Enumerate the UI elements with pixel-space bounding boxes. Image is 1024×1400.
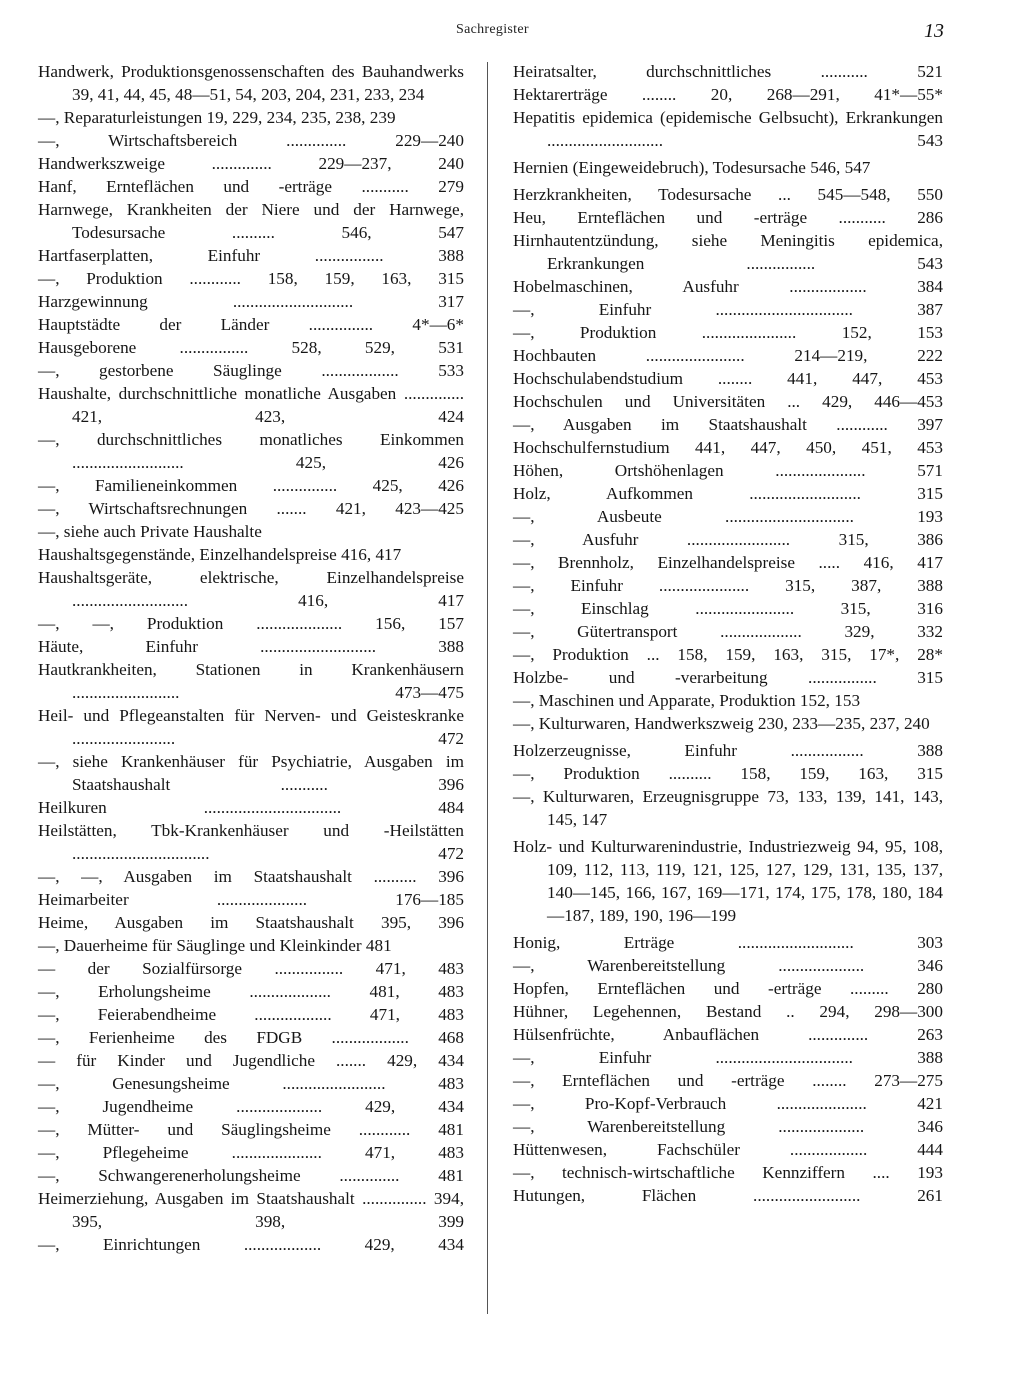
index-entry: Heiratsalter, durchschnittliches ........... 521 (513, 62, 943, 81)
index-entry: —, —, Ausgaben im Staatshaushalt .......... 396 (38, 867, 464, 886)
column-divider (487, 62, 488, 1314)
index-entry: —, Erholungsheime ................... 481, 483 (38, 982, 464, 1001)
index-entry: —, Pro-Kopf-Verbrauch ..................... 421 (513, 1094, 943, 1113)
index-entry: —, Warenbereitstellung .................... 346 (513, 956, 943, 975)
index-entry: —, —, Produktion .................... 156, 157 (38, 614, 464, 633)
index-entry: Hausgeborene ................ 528, 529, 531 (38, 338, 464, 357)
index-entry: Hülsenfrüchte, Anbauflächen .............. 263 (513, 1025, 943, 1044)
index-entry: Haushaltsgegenstände, Einzelhandelspreise 416, 417 (38, 545, 402, 564)
index-entry: Hautkrankheiten, Stationen in Krankenhäusern ......................... 473—475 (38, 660, 464, 702)
index-entry: —, Einfuhr ................................ 387 (513, 300, 943, 319)
index-entry: —, Pflegeheime ..................... 471, 483 (38, 1143, 464, 1162)
index-entry: Handwerkszweige .............. 229—237, 240 (38, 154, 464, 173)
index-entry: Herzkrankheiten, Todesursache ... 545—548, 550 (513, 185, 943, 204)
index-entry: —, Einrichtungen .................. 429, 434 (38, 1235, 464, 1254)
index-entry: Hutungen, Flächen ......................... 261 (513, 1186, 943, 1205)
index-entry: — der Sozialfürsorge ................ 471, 483 (38, 959, 464, 978)
index-entry: —, Produktion .......... 158, 159, 163, 315 (513, 764, 943, 783)
index-entry: Heilkuren ................................ 484 (38, 798, 464, 817)
index-entry: Hartfaserplatten, Einfuhr ................ 388 (38, 246, 464, 265)
index-entry: —, Produktion ... 158, 159, 163, 315, 17*, 28* (513, 645, 943, 664)
index-entry: —, Ferienheime des FDGB .................. 468 (38, 1028, 464, 1047)
index-entry: Hüttenwesen, Fachschüler .................. 444 (513, 1140, 943, 1159)
page-header (0, 20, 1024, 44)
index-entry: Harzgewinnung ............................ 317 (38, 292, 464, 311)
index-entry: Hopfen, Ernteflächen und -erträge ......... 280 (513, 979, 943, 998)
index-entry: —, gestorbene Säuglinge .................. 533 (38, 361, 464, 380)
index-column-left (38, 60, 464, 1256)
index-entry: Hauptstädte der Länder ............... 4*—6* (38, 315, 464, 334)
index-entry: Holz, Aufkommen .......................... 315 (513, 484, 943, 503)
index-entry: —, Gütertransport ................... 329, 332 (513, 622, 943, 641)
index-entry: —, Schwangerenerholungsheime .............. 481 (38, 1166, 464, 1185)
index-entry: Hochbauten ....................... 214—219, 222 (513, 346, 943, 365)
index-entry: —, Produktion ...................... 152, 153 (513, 323, 943, 342)
index-entry: Holz- und Kulturwarenindustrie, Industriezweig 94, 95, 108, 109, 112, 113, 119, 121, 125, 127, 129, 131, 135, 137, 140—145, 166, 167, 169—171, 174, 175, 178, 180, 184—187, 189, 190, 196—199 (513, 837, 943, 925)
index-entry: —, Einfuhr ................................ 388 (513, 1048, 943, 1067)
index-entry: —, technisch-wirtschaftliche Kennziffern .... 193 (513, 1163, 943, 1182)
index-column-right (513, 60, 943, 1207)
index-entry: Hektarerträge ........ 20, 268—291, 41*—55* (513, 85, 943, 104)
index-entry: —, Familieneinkommen ............... 425, 426 (38, 476, 464, 495)
index-entry: —, siehe Krankenhäuser für Psychiatrie, Ausgaben im Staatshaushalt ........... 396 (38, 752, 464, 794)
index-entry: Heu, Ernteflächen und -erträge ........... 286 (513, 208, 943, 227)
index-entry: Häute, Einfuhr ........................... 388 (38, 637, 464, 656)
index-entry: Harnwege, Krankheiten der Niere und der Harnwege, Todesursache .......... 546, 547 (38, 200, 464, 242)
index-entry: —, Maschinen und Apparate, Produktion 152, 153 (513, 691, 861, 710)
index-entry: Haushaltsgeräte, elektrische, Einzelhandelspreise ........................... 416, 417 (38, 568, 464, 610)
index-entry: Hirnhautentzündung, siehe Meningitis epidemica, Erkrankungen ................ 543 (513, 231, 943, 273)
index-entry: — für Kinder und Jugendliche ....... 429, 434 (38, 1051, 464, 1070)
index-entry: —, Einschlag ....................... 315, 316 (513, 599, 943, 618)
index-entry: —, Einfuhr ..................... 315, 387, 388 (513, 576, 943, 595)
index-entry: Hühner, Legehennen, Bestand .. 294, 298—300 (513, 1002, 943, 1021)
index-entry: Heime, Ausgaben im Staatshaushalt 395, 396 (38, 913, 464, 932)
index-entry: —, Ernteflächen und -erträge ........ 273—275 (513, 1071, 943, 1090)
index-entry: Heimarbeiter ..................... 176—185 (38, 890, 464, 909)
index-entry: —, Kulturwaren, Handwerkszweig 230, 233—235, 237, 240 (513, 714, 930, 733)
index-entry: Hochschulen und Universitäten ... 429, 446—453 (513, 392, 943, 411)
index-entry: Haushalte, durchschnittliche monatliche Ausgaben .............. 421, 423, 424 (38, 384, 464, 426)
index-entry: —, Jugendheime .................... 429, 434 (38, 1097, 464, 1116)
page-number: 13 (924, 20, 944, 42)
index-entry: —, Ausfuhr ........................ 315, 386 (513, 530, 943, 549)
running-title: Sachregister (456, 22, 529, 37)
index-entry: Hochschulfernstudium 441, 447, 450, 451, 453 (513, 438, 943, 457)
index-entry: —, Genesungsheime ........................ 483 (38, 1074, 464, 1093)
index-entry: —, Ausgaben im Staatshaushalt ............ 397 (513, 415, 943, 434)
index-entry: —, siehe auch Private Haushalte (38, 522, 262, 541)
index-entry: Holzerzeugnisse, Einfuhr ................. 388 (513, 741, 943, 760)
index-entry: —, Feierabendheime .................. 471, 483 (38, 1005, 464, 1024)
index-entry: —, Wirtschaftsrechnungen ....... 421, 423—425 (38, 499, 464, 518)
index-entry: Heil- und Pflegeanstalten für Nerven- und Geisteskranke ........................ 472 (38, 706, 464, 748)
index-entry: Höhen, Ortshöhenlagen ..................... 571 (513, 461, 943, 480)
index-entry: Hernien (Eingeweidebruch), Todesursache 546, 547 (513, 158, 871, 177)
index-entry: —, Mütter- und Säuglingsheime ............ 481 (38, 1120, 464, 1139)
index-entry: Handwerk, Produktionsgenossenschaften des Bauhandwerks 39, 41, 44, 45, 48—51, 54, 203, 204, 231, 233, 234 (38, 62, 464, 104)
index-entry: Heimerziehung, Ausgaben im Staatshaushalt ............... 394, 395, 398, 399 (38, 1189, 464, 1231)
index-entry: —, Kulturwaren, Erzeugnisgruppe 73, 133, 139, 141, 143, 145, 147 (513, 787, 943, 829)
index-entry: Honig, Erträge ........................... 303 (513, 933, 943, 952)
index-entry: —, Dauerheime für Säuglinge und Kleinkinder 481 (38, 936, 392, 955)
index-entry: Heilstätten, Tbk-Krankenhäuser und -Heilstätten ................................ 472 (38, 821, 464, 863)
index-entry: Hanf, Ernteflächen und -erträge ........... 279 (38, 177, 464, 196)
index-entry: —, durchschnittliches monatliches Einkommen .......................... 425, 426 (38, 430, 464, 472)
index-entry: —, Reparaturleistungen 19, 229, 234, 235, 238, 239 (38, 108, 396, 127)
index-entry: —, Warenbereitstellung .................... 346 (513, 1117, 943, 1136)
index-entry: Holzbe- und -verarbeitung ................ 315 (513, 668, 943, 687)
index-entry: —, Produktion ............ 158, 159, 163, 315 (38, 269, 464, 288)
index-entry: —, Brennholz, Einzelhandelspreise ..... 416, 417 (513, 553, 943, 572)
index-entry: Hepatitis epidemica (epidemische Gelbsucht), Erkrankungen ........................... 543 (513, 108, 943, 150)
index-entry: Hobelmaschinen, Ausfuhr .................. 384 (513, 277, 943, 296)
index-entry: —, Ausbeute .............................. 193 (513, 507, 943, 526)
index-entry: —, Wirtschaftsbereich .............. 229—240 (38, 131, 464, 150)
index-entry: Hochschulabendstudium ........ 441, 447, 453 (513, 369, 943, 388)
